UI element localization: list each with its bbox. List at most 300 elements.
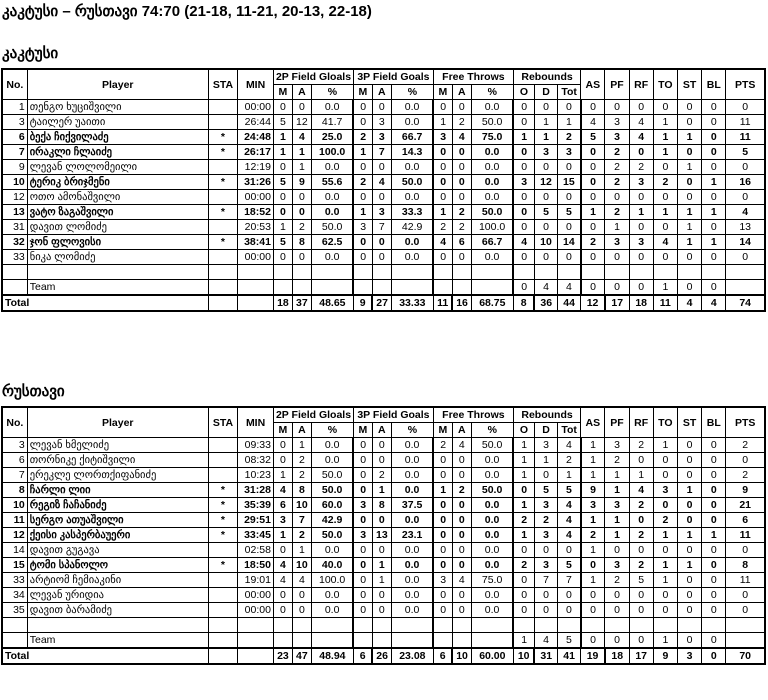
stat-cell: 62.5 (311, 235, 353, 250)
stat-cell: 31:26 (238, 175, 274, 190)
stat-cell: 42.9 (311, 513, 353, 528)
stat-cell: 0 (581, 588, 605, 603)
stat-cell: 24:48 (238, 130, 274, 145)
stat-cell: 17 (605, 295, 629, 311)
stat-cell: 0 (581, 280, 605, 296)
stat-cell: 0.0 (471, 498, 513, 513)
player-row (2, 558, 765, 573)
empty-row (2, 618, 765, 633)
subheader-pct: % (471, 85, 513, 100)
stat-cell: 0 (581, 145, 605, 160)
stat-cell: 1 (605, 468, 629, 483)
stat-cell: 0.0 (471, 528, 513, 543)
stat-cell: 2 (581, 528, 605, 543)
stat-cell: 0 (452, 528, 471, 543)
stat-cell: 0 (677, 498, 701, 513)
stat-cell: 2 (292, 453, 311, 468)
header-min: MIN (238, 69, 274, 100)
stat-cell: 0 (677, 145, 701, 160)
stat-cell: 11 (726, 130, 765, 145)
stat-cell: 1 (372, 573, 391, 588)
stat-cell: 1 (581, 438, 605, 453)
player-row (2, 115, 765, 130)
stat-cell: 23.1 (391, 528, 433, 543)
stat-cell: 3 (605, 558, 629, 573)
stat-cell: 14 (558, 235, 581, 250)
stat-cell: 0 (292, 603, 311, 618)
stat-cell: ტაილერ უაითი (27, 115, 208, 130)
header-2p-field-goals: 2P Field Gloals (273, 69, 353, 85)
stat-cell: 0 (534, 100, 557, 115)
stat-cell: ვატო ზაგაშვილი (27, 205, 208, 220)
stat-cell: 0.0 (471, 543, 513, 558)
stat-cell: 2 (605, 453, 629, 468)
player-row (2, 483, 765, 498)
stat-cell: 5 (558, 633, 581, 649)
stat-cell: 0 (353, 115, 372, 130)
stat-cell: * (208, 528, 237, 543)
stat-cell: 0 (273, 205, 292, 220)
stat-cell: 0.0 (391, 115, 433, 130)
stat-cell: 26:44 (238, 115, 274, 130)
stat-cell: ქეისი კასპერბაუერი (27, 528, 208, 543)
stat-cell: 4 (534, 633, 557, 649)
stat-cell: 2 (513, 558, 534, 573)
stat-cell: 6 (726, 513, 765, 528)
stat-cell: 0 (677, 280, 701, 296)
stat-cell: 0 (702, 603, 726, 618)
subheader-pct: % (471, 423, 513, 438)
subheader-m: M (433, 423, 452, 438)
table-body-away (2, 438, 765, 665)
stat-cell: 4 (726, 205, 765, 220)
stat-cell: 1 (513, 453, 534, 468)
stat-cell: 0 (353, 160, 372, 175)
stat-cell: 3 (558, 145, 581, 160)
stat-cell: 0.0 (311, 588, 353, 603)
stat-cell: 09:33 (238, 438, 274, 453)
stat-cell: 0 (605, 250, 629, 265)
stat-cell: 1 (513, 438, 534, 453)
stat-cell: 0 (372, 190, 391, 205)
subheader-o: O (513, 85, 534, 100)
stat-cell: 1 (605, 483, 629, 498)
stat-cell: * (208, 558, 237, 573)
team-row-label: Team (27, 280, 208, 296)
stat-cell: 1 (558, 115, 581, 130)
stat-cell: ტერიკ ბრიჯმენი (27, 175, 208, 190)
header-free-throws: Free Throws (433, 407, 513, 423)
stat-cell: 0 (629, 100, 653, 115)
stat-cell: 0.0 (471, 160, 513, 175)
stat-cell: 0 (558, 100, 581, 115)
stat-cell: 11 (433, 295, 452, 311)
stat-cell: 9 (292, 175, 311, 190)
stat-cell: 2 (292, 220, 311, 235)
stat-cell: 2 (726, 468, 765, 483)
stat-cell: 9 (2, 160, 27, 175)
stat-cell: 0 (702, 513, 726, 528)
header-free-throws: Free Throws (433, 69, 513, 85)
team-row (2, 280, 765, 296)
subheader-m: M (353, 85, 372, 100)
team-row-label: Team (27, 633, 208, 649)
stat-cell: დავით ბარამიძე (27, 603, 208, 618)
stat-cell: 0 (513, 483, 534, 498)
stat-cell: 0 (653, 100, 677, 115)
stat-cell: 7 (372, 145, 391, 160)
stat-cell: 0 (433, 160, 452, 175)
stat-cell: * (208, 498, 237, 513)
stat-cell: 0 (653, 220, 677, 235)
stat-cell: 2 (629, 438, 653, 453)
stat-cell: 0 (558, 603, 581, 618)
stat-cell: 0 (433, 558, 452, 573)
stat-cell: 0 (452, 543, 471, 558)
stat-cell: 2 (452, 220, 471, 235)
stat-cell: 2 (292, 468, 311, 483)
stat-cell: 35:39 (238, 498, 274, 513)
stat-cell: 4 (273, 483, 292, 498)
stat-cell: სერგო ათუაშვილი (27, 513, 208, 528)
stat-cell: 3 (534, 558, 557, 573)
stat-cell: 1 (292, 543, 311, 558)
stat-cell: ლევან ხმელიძე (27, 438, 208, 453)
subheader-m: M (273, 85, 292, 100)
stat-cell: 2 (558, 453, 581, 468)
stat-cell: 1 (653, 528, 677, 543)
stat-cell: 1 (513, 468, 534, 483)
stat-cell: 0 (513, 543, 534, 558)
stat-cell: 1 (273, 130, 292, 145)
stat-cell: 0 (273, 160, 292, 175)
empty-row (2, 265, 765, 280)
subheader-tot: Tot (558, 423, 581, 438)
stat-cell: 0 (702, 498, 726, 513)
stat-cell: 2 (629, 160, 653, 175)
stat-cell: 0 (513, 603, 534, 618)
stat-cell: 1 (353, 145, 372, 160)
stat-cell: 1 (273, 220, 292, 235)
stat-cell: 0 (452, 513, 471, 528)
stat-cell: 10 (2, 498, 27, 513)
stat-cell: 0.0 (471, 190, 513, 205)
stat-cell: 32 (2, 235, 27, 250)
stat-cell: 0.0 (471, 468, 513, 483)
stat-cell: 1 (653, 633, 677, 649)
stat-cell: 3 (433, 573, 452, 588)
stat-cell: 0.0 (391, 468, 433, 483)
stat-cell: 41.7 (311, 115, 353, 130)
stat-cell: 0 (353, 573, 372, 588)
stat-cell: 0.0 (391, 250, 433, 265)
header-as: AS (581, 407, 605, 438)
stat-cell: 100.0 (311, 573, 353, 588)
stat-cell (208, 250, 237, 265)
stat-cell: 1 (534, 115, 557, 130)
stat-cell: 00:00 (238, 190, 274, 205)
stat-cell: 8 (292, 235, 311, 250)
stat-cell: 0 (534, 250, 557, 265)
stat-cell: 3 (605, 130, 629, 145)
stat-cell: 0 (581, 250, 605, 265)
stat-cell: 0 (629, 280, 653, 296)
stat-cell: 2 (726, 438, 765, 453)
stat-cell: 2 (353, 130, 372, 145)
header-as: AS (581, 69, 605, 100)
stat-cell: 2 (292, 528, 311, 543)
stat-cell: 5 (629, 573, 653, 588)
subheader-a: A (372, 85, 391, 100)
stat-cell: 0 (581, 100, 605, 115)
player-row (2, 160, 765, 175)
stat-cell: 2 (653, 513, 677, 528)
stat-cell: 7 (372, 220, 391, 235)
stat-cell: 23.08 (391, 648, 433, 664)
stat-cell: 0 (452, 145, 471, 160)
stat-cell: 4 (513, 235, 534, 250)
header-3p-field-goals: 3P Field Goals (353, 69, 433, 85)
stat-cell: 5 (558, 558, 581, 573)
stat-cell: 0 (677, 453, 701, 468)
stat-cell: 0 (433, 468, 452, 483)
stat-cell: 4 (558, 280, 581, 296)
player-row (2, 468, 765, 483)
stat-cell: 0 (702, 250, 726, 265)
stat-cell: 0 (452, 588, 471, 603)
stat-cell: 1 (581, 453, 605, 468)
stat-cell: 34 (2, 588, 27, 603)
stat-cell: 1 (433, 205, 452, 220)
stat-cell: 6 (433, 648, 452, 664)
stat-cell: 9 (653, 648, 677, 664)
stat-cell: 0 (677, 633, 701, 649)
stat-cell: 0 (629, 588, 653, 603)
stat-cell: 0 (605, 280, 629, 296)
subheader-m: M (273, 423, 292, 438)
stat-cell: 33 (2, 573, 27, 588)
stat-cell: 10 (534, 235, 557, 250)
stat-cell: 37.5 (391, 498, 433, 513)
stat-cell: 00:00 (238, 588, 274, 603)
stat-cell: 1 (702, 528, 726, 543)
stat-cell: 42.9 (391, 220, 433, 235)
stat-cell: 0 (433, 190, 452, 205)
stat-cell: 3 (629, 235, 653, 250)
stat-cell: 6 (2, 130, 27, 145)
stat-cell: 33.33 (391, 295, 433, 311)
stat-cell: 16 (452, 295, 471, 311)
stat-cell: 50.0 (311, 220, 353, 235)
stat-cell: 0 (726, 543, 765, 558)
stat-cell: 1 (653, 115, 677, 130)
stat-cell: 14.3 (391, 145, 433, 160)
stat-cell: 5 (558, 483, 581, 498)
stat-cell (208, 543, 237, 558)
subheader-a: A (292, 423, 311, 438)
stat-cell: 2 (629, 498, 653, 513)
stat-cell: 3 (353, 528, 372, 543)
stat-cell: 0 (513, 115, 534, 130)
stat-cell: 19:01 (238, 573, 274, 588)
stat-cell: 0 (581, 160, 605, 175)
stat-cell: 35 (2, 603, 27, 618)
stat-cell: 0 (372, 160, 391, 175)
stat-cell: 0 (513, 280, 534, 296)
stat-cell: 18 (629, 295, 653, 311)
stat-cell: 3 (653, 483, 677, 498)
stat-cell: 15 (2, 558, 27, 573)
subheader-pct: % (391, 423, 433, 438)
header-2p-field-goals: 2P Field Gloals (273, 407, 353, 423)
stat-cell: 3 (353, 220, 372, 235)
stat-cell: * (208, 483, 237, 498)
stat-cell: 18:50 (238, 558, 274, 573)
stat-cell: 00:00 (238, 250, 274, 265)
player-row (2, 453, 765, 468)
stat-cell: 50.0 (471, 115, 513, 130)
stat-cell: 3 (605, 438, 629, 453)
stat-cell: 0 (558, 220, 581, 235)
player-row (2, 543, 765, 558)
stat-cell: 1 (273, 528, 292, 543)
stat-cell: 4 (273, 558, 292, 573)
stat-cell: 1 (292, 438, 311, 453)
subheader-m: M (433, 85, 452, 100)
stat-cell: 0.0 (391, 160, 433, 175)
stat-cell: 0 (677, 100, 701, 115)
stat-cell: 0 (513, 573, 534, 588)
stat-cell: 0 (702, 115, 726, 130)
stat-cell: 50.0 (471, 483, 513, 498)
stat-cell: ჯონ ფლოვისი (27, 235, 208, 250)
stat-cell: 0 (353, 453, 372, 468)
stat-cell: 0 (372, 543, 391, 558)
stat-cell: 0 (702, 220, 726, 235)
stat-cell: 13 (2, 205, 27, 220)
stat-cell: 0 (653, 190, 677, 205)
stat-cell: 0 (353, 483, 372, 498)
stat-cell: 2 (452, 115, 471, 130)
stat-cell: 0.0 (471, 100, 513, 115)
header-rebounds: Rebounds (513, 69, 580, 85)
stat-cell: 0.0 (391, 588, 433, 603)
stat-cell (208, 220, 237, 235)
stat-cell: 23 (273, 648, 292, 664)
stat-cell: 0 (353, 100, 372, 115)
stat-cell: 12 (2, 190, 27, 205)
stat-cell: 0.0 (391, 438, 433, 453)
stat-cell: 11 (726, 115, 765, 130)
stat-cell: 0 (534, 543, 557, 558)
stat-cell: 0.0 (391, 573, 433, 588)
stat-cell: 0 (605, 100, 629, 115)
stat-cell: თენგო ხუციშვილი (27, 100, 208, 115)
stat-cell: 48.94 (311, 648, 353, 664)
stat-cell: 5 (581, 130, 605, 145)
stat-cell: 0 (372, 250, 391, 265)
stat-cell: 0 (372, 513, 391, 528)
stat-cell: ბექა ჩიქვილაძე (27, 130, 208, 145)
stat-cell: 3 (273, 513, 292, 528)
stat-cell: 0 (702, 468, 726, 483)
stat-cell: 12 (292, 115, 311, 130)
stat-cell: 2 (372, 468, 391, 483)
stat-cell: 0 (581, 558, 605, 573)
stat-cell: 1 (581, 513, 605, 528)
stat-cell: 0 (677, 250, 701, 265)
stat-cell: 1 (513, 498, 534, 513)
stat-cell: 0 (726, 588, 765, 603)
stat-cell: 1 (702, 175, 726, 190)
stat-cell: 38:41 (238, 235, 274, 250)
stat-cell: 0 (292, 250, 311, 265)
stat-cell (208, 438, 237, 453)
stat-cell: 1 (558, 468, 581, 483)
player-row (2, 438, 765, 453)
stat-cell: 0 (353, 250, 372, 265)
stat-cell: 4 (558, 528, 581, 543)
total-label: Total (2, 295, 208, 311)
stat-cell: 1 (433, 115, 452, 130)
stat-cell: 12 (581, 295, 605, 311)
stat-cell: 0.0 (311, 190, 353, 205)
stat-cell: 00:00 (238, 603, 274, 618)
stat-cell: 26 (372, 648, 391, 664)
stat-cell: 0 (702, 483, 726, 498)
stat-cell: 0.0 (311, 603, 353, 618)
stat-cell: 0.0 (311, 160, 353, 175)
stat-cell: 10 (292, 558, 311, 573)
stat-cell: 0 (653, 498, 677, 513)
stat-cell: 8 (2, 483, 27, 498)
stat-cell: 0 (558, 588, 581, 603)
stat-cell: 0 (534, 603, 557, 618)
stat-cell: 4 (452, 438, 471, 453)
stat-cell: 31 (2, 220, 27, 235)
stat-cell: 0 (702, 558, 726, 573)
team-name-away: რუსთავი (2, 383, 65, 400)
subheader-a: A (292, 85, 311, 100)
stat-cell: 0 (629, 453, 653, 468)
stat-cell: 0 (433, 513, 452, 528)
player-row (2, 145, 765, 160)
stat-cell: 5 (273, 115, 292, 130)
stat-cell: 0 (353, 543, 372, 558)
total-row (2, 648, 765, 664)
header-pf: PF (605, 407, 629, 438)
stat-cell: 1 (677, 130, 701, 145)
stat-cell: * (208, 175, 237, 190)
stat-cell: 0 (452, 468, 471, 483)
stat-cell: 0 (629, 603, 653, 618)
stat-cell: 18 (273, 295, 292, 311)
stat-cell: 4 (292, 573, 311, 588)
stat-cell: 0 (353, 235, 372, 250)
stat-cell: 0 (702, 648, 726, 664)
stat-cell: 7 (534, 573, 557, 588)
header-pf: PF (605, 69, 629, 100)
subheader-tot: Tot (558, 85, 581, 100)
stat-cell: ჩარლი ლიი (27, 483, 208, 498)
stat-cell: 48.65 (311, 295, 353, 311)
stat-cell: 0 (702, 280, 726, 296)
stat-cell: 0 (452, 558, 471, 573)
box-score-table-home (1, 68, 766, 312)
stat-cell: 55.6 (311, 175, 353, 190)
header-sta: STA (208, 407, 237, 438)
stat-cell: 1 (677, 483, 701, 498)
